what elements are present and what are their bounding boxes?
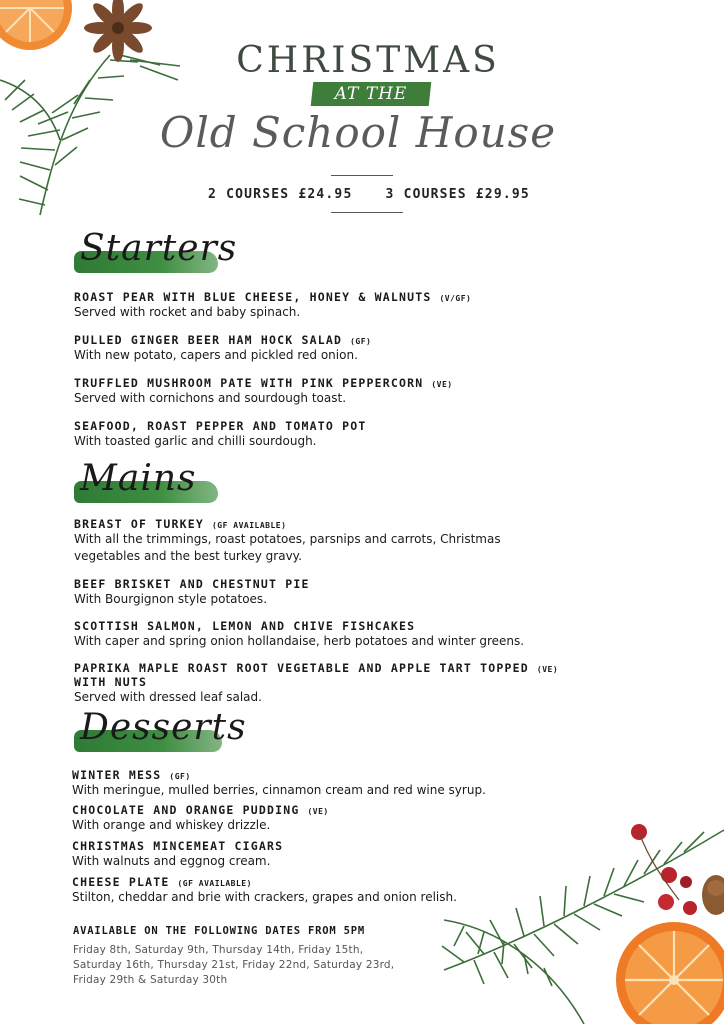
- item-name: CHEESE PLATE: [72, 875, 170, 889]
- item-name: BREAST OF TURKEY: [74, 517, 204, 531]
- menu-item: [74, 333, 371, 364]
- dietary-tag: (GF AVAILABLE): [177, 879, 252, 888]
- menu-item: [72, 803, 329, 834]
- item-description: With all the trimmings, roast potatoes, parsnips and carrots, Christmas vegetables and the best turkey gravy.: [74, 532, 501, 563]
- item-description: Served with cornichons and sourdough toast.: [74, 391, 347, 405]
- dietary-tag: (V/GF): [439, 294, 472, 303]
- price-two-courses: 2 COURSES £24.95: [208, 187, 353, 202]
- menu-item: [74, 517, 524, 565]
- menu-item: [72, 875, 457, 906]
- pine-orange-decoration-bottom-right: [424, 770, 724, 1024]
- pinecone-icon: [702, 875, 724, 915]
- item-description: With meringue, mulled berries, cinnamon cream and red wine syrup.: [72, 783, 486, 797]
- item-name: PULLED GINGER BEER HAM HOCK SALAD: [74, 333, 343, 347]
- divider-top: [331, 175, 393, 176]
- dietary-tag: (GF): [169, 772, 191, 781]
- item-name: CHOCOLATE AND ORANGE PUDDING: [72, 803, 300, 817]
- menu-item: [74, 619, 524, 650]
- menu-title: CHRISTMAS: [236, 40, 500, 81]
- item-name: CHRISTMAS MINCEMEAT CIGARS: [72, 839, 284, 853]
- starters-heading: Starters: [80, 228, 238, 269]
- menu-item: [74, 376, 453, 407]
- menu-item: [72, 839, 291, 870]
- item-description: With Bourgignon style potatoes.: [74, 592, 268, 606]
- item-description: With new potato, capers and pickled red onion.: [74, 348, 358, 362]
- banner-text: AT THE: [334, 84, 408, 104]
- item-description: With walnuts and eggnog cream.: [72, 854, 271, 868]
- divider-bottom: [331, 212, 403, 213]
- item-description: Served with dressed leaf salad.: [74, 690, 262, 704]
- menu-item: [74, 577, 318, 608]
- item-name: ROAST PEAR WITH BLUE CHEESE, HONEY & WALNUTS: [74, 290, 432, 304]
- dietary-tag: (GF AVAILABLE): [211, 521, 287, 530]
- item-description: Stilton, cheddar and brie with crackers, grapes and onion relish.: [72, 890, 457, 904]
- menu-item: [74, 419, 374, 450]
- availability-dates: [73, 943, 433, 988]
- item-name: PAPRIKA MAPLE ROAST ROOT VEGETABLE AND APPLE TART TOPPED: [74, 661, 529, 675]
- item-description: Served with rocket and baby spinach.: [74, 305, 301, 319]
- orange-slice-icon: [616, 922, 724, 1024]
- desserts-heading: Desserts: [80, 707, 247, 748]
- price-line: [0, 187, 724, 202]
- item-description: With toasted garlic and chilli sourdough.: [74, 434, 317, 448]
- item-description: With caper and spring onion hollandaise, herb potatoes and winter greens.: [74, 634, 525, 648]
- item-name: SCOTTISH SALMON, LEMON AND CHIVE FISHCAKES: [74, 619, 416, 633]
- menu-item: [74, 290, 471, 321]
- venue-name: Old School House: [159, 108, 557, 157]
- item-name: SEAFOOD, ROAST PEPPER AND TOMATO POT: [74, 419, 367, 433]
- dietary-tag: (VE): [536, 665, 559, 674]
- availability-title: AVAILABLE ON THE FOLLOWING DATES FROM 5PM: [73, 925, 365, 937]
- item-name-continued: WITH NUTS: [74, 675, 148, 689]
- dates-line: Friday 8th, Saturday 9th, Thursday 14th, Friday 15th,: [73, 944, 364, 956]
- price-three-courses: 3 COURSES £29.95: [385, 187, 530, 202]
- dates-line: Saturday 16th, Thursday 21st, Friday 22nd, Saturday 23rd,: [73, 959, 395, 971]
- dietary-tag: (VE): [431, 380, 453, 389]
- mains-heading: Mains: [80, 458, 197, 499]
- item-name: BEEF BRISKET AND CHESTNUT PIE: [74, 577, 310, 591]
- item-name: WINTER MESS: [72, 768, 162, 782]
- item-name: TRUFFLED MUSHROOM PATE WITH PINK PEPPERCORN: [74, 376, 424, 390]
- dates-line: Friday 29th & Saturday 30th: [73, 974, 228, 986]
- menu-item: [74, 661, 558, 706]
- dietary-tag: (GF): [350, 337, 372, 346]
- menu-item: [72, 768, 486, 799]
- item-description: With orange and whiskey drizzle.: [72, 818, 271, 832]
- dietary-tag: (VE): [307, 807, 329, 816]
